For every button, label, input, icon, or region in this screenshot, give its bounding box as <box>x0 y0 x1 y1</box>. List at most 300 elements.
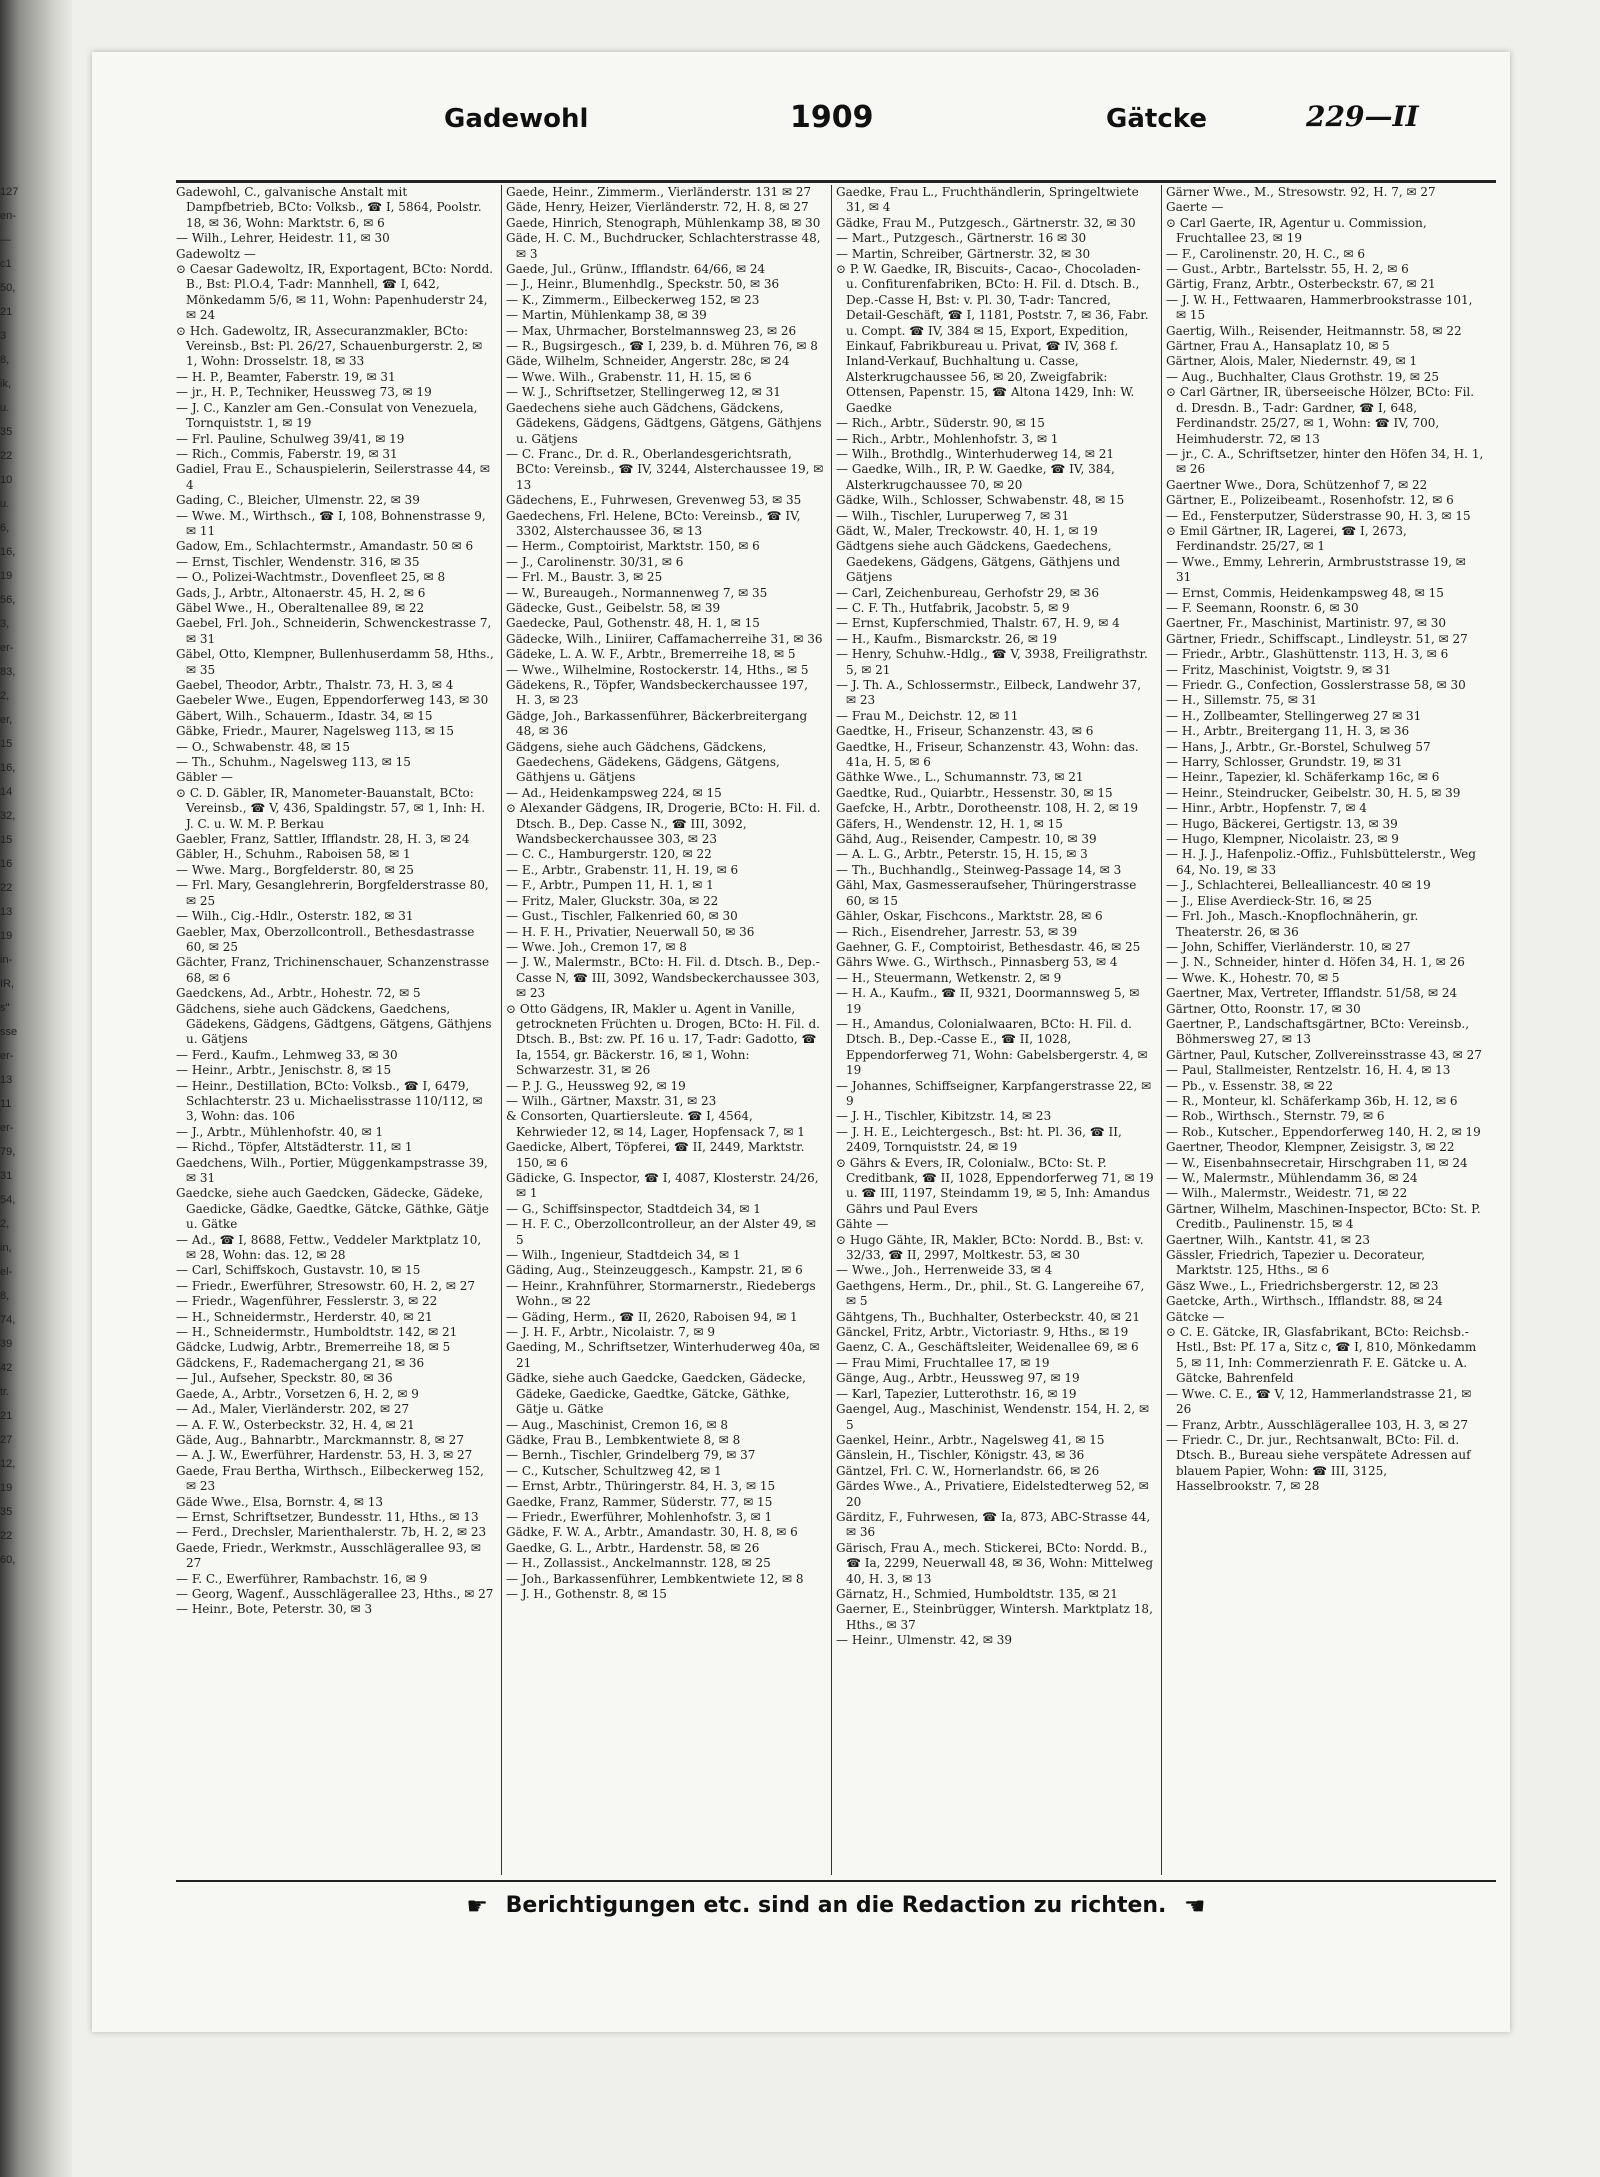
directory-entry: Gaetcke, Arth., Wirthsch., Ifflandstr. 88, ✉ 24 <box>1166 1294 1443 1309</box>
directory-entry: Gaertner Wwe., Dora, Schützenhof 7, ✉ 22 <box>1166 477 1428 492</box>
directory-entry: Gädecke, Gust., Geibelstr. 58, ✉ 39 <box>506 600 721 615</box>
directory-entry: Gädecke, Wilh., Liniirer, Caffamacherreihe 31, ✉ 36 <box>506 631 823 646</box>
page-number: 229—II <box>1306 100 1419 133</box>
directory-entry: Gänslein, H., Tischler, Königstr. 43, ✉ 36 <box>836 1448 1085 1463</box>
directory-entry: — J. H., Tischler, Kibitzstr. 14, ✉ 23 <box>836 1109 1052 1124</box>
directory-entry: Gaede, Frau Bertha, Wirthsch., Eilbeckerweg 152, ✉ 23 <box>176 1463 484 1494</box>
directory-entry: — Rob., Kutscher., Eppendorferweg 140, H. 2, ✉ 19 <box>1166 1124 1481 1139</box>
directory-entry: Gädicke, G. Inspector, ☎ I, 4087, Klosterstr. 24/26, ✉ 1 <box>506 1171 819 1201</box>
directory-entry: — Hugo, Bäckerei, Gertigstr. 13, ✉ 39 <box>1166 816 1398 831</box>
directory-entry: — Martin, Schreiber, Gärtnerstr. 32, ✉ 30 <box>836 246 1091 261</box>
directory-entry: — Wwe., Wilhelmine, Rostockerstr. 14, Hths., ✉ 5 <box>506 662 809 677</box>
directory-entry: Gärtner, Paul, Kutscher, Zollvereinsstrasse 43, ✉ 27 <box>1166 1047 1482 1062</box>
directory-entry: — J. C., Kanzler am Gen.-Consulat von Venezuela, Tornquiststr. 1, ✉ 19 <box>176 400 478 431</box>
directory-entry: — Ad., Heidenkampsweg 224, ✉ 15 <box>506 785 722 800</box>
directory-entry: Gädckens, F., Rademachergang 21, ✉ 36 <box>176 1355 425 1370</box>
directory-entry: — Gaedke, Wilh., IR, P. W. Gaedke, ☎ IV, 384, Alsterkrugchaussee 70, ✉ 20 <box>836 462 1115 492</box>
directory-entry: Gäde, Wilhelm, Schneider, Angerstr. 28c, ✉ 24 <box>506 354 790 369</box>
edge-fragment: 56, <box>0 594 16 606</box>
directory-entry: Gaertner, Wilh., Kantstr. 41, ✉ 23 <box>1166 1232 1370 1247</box>
edge-fragment: 16 <box>0 858 13 870</box>
edge-fragment: ik, <box>0 378 11 390</box>
directory-entry: ⊙ Alexander Gädgens, IR, Drogerie, BCto: H. Fil. d. Dtsch. B., Dep. Casse N., ☎ III, 3092, Wandsbeckerchaussee 303, ✉ 23 <box>506 801 821 847</box>
directory-entry: — Heinr., Steindrucker, Geibelstr. 30, H. 5, ✉ 39 <box>1166 785 1461 800</box>
directory-entry: — Wilh., Lehrer, Heidestr. 11, ✉ 30 <box>176 231 390 246</box>
directory-entry: — Frl. Joh., Masch.-Knopflochnäherin, gr. Theaterstr. 26, ✉ 36 <box>1166 909 1419 939</box>
directory-entry: Gaertner, Fr., Maschinist, Martinistr. 97, ✉ 30 <box>1166 616 1446 631</box>
year: 1909 <box>790 100 874 135</box>
directory-entry: — Wilh., Tischler, Luruperweg 7, ✉ 31 <box>836 508 1070 523</box>
directory-entry: — Mart., Putzgesch., Gärtnerstr. 16 ✉ 30 <box>836 231 1087 246</box>
directory-entry: — Rob., Wirthsch., Sternstr. 79, ✉ 6 <box>1166 1109 1385 1124</box>
directory-entry: Gäde, H. C. M., Buchdrucker, Schlachterstrasse 48, ✉ 3 <box>506 231 821 261</box>
edge-fragment: 16, <box>0 546 16 558</box>
directory-entry: Gätcke — <box>1166 1309 1225 1324</box>
directory-entry: Gärtig, Franz, Arbtr., Osterbeckstr. 67, ✉ 21 <box>1166 277 1436 292</box>
directory-entry: — O., Polizei-Wachtmstr., Dovenfleet 25, ✉ 8 <box>176 570 446 585</box>
edge-fragment: 79, <box>0 1146 16 1158</box>
directory-entry: Gänckel, Fritz, Arbtr., Victoriastr. 9, Hths., ✉ 19 <box>836 1325 1129 1340</box>
directory-entry: ⊙ C. E. Gätcke, IR, Glasfabrikant, BCto: Reichsb.-Hstl., Bst: Pf. 17 a, Sitz c, ☎ I, 810, Mönkedamm 5, ✉ 11, Inh: Commerzienrath F. E. Gätcke u. A. Gätcke, Bahrenfeld <box>1166 1325 1477 1386</box>
directory-entry: — W., Malermstr., Mühlendamm 36, ✉ 24 <box>1166 1171 1418 1185</box>
directory-entry: Gädcke, Ludwig, Arbtr., Bremerreihe 18, ✉ 5 <box>176 1340 451 1355</box>
column-2 <box>506 185 824 1875</box>
directory-entry: — J. W. H., Fettwaaren, Hammerbrookstrasse 101, ✉ 15 <box>1166 292 1473 323</box>
edge-fragment: in- <box>0 954 13 966</box>
edge-fragment: en- <box>0 210 16 222</box>
directory-entry: Gaebler, Franz, Sattler, Ifflandstr. 28, H. 3, ✉ 24 <box>176 832 470 847</box>
directory-entry: Gaertner, P., Landschaftsgärtner, BCto: Vereinsb., Böhmersweg 27, ✉ 13 <box>1166 1016 1470 1047</box>
directory-entry: — Heinr., Krahnführer, Stormarnerstr., Riedebergs Wohn., ✉ 22 <box>506 1278 816 1309</box>
directory-entry: — Wwe. M., Wirthsch., ☎ I, 108, Bohnenstrasse 9, ✉ 11 <box>176 508 486 538</box>
directory-entry: Gäsz Wwe., L., Friedrichsbergerstr. 12, ✉ 23 <box>1166 1278 1439 1293</box>
directory-entry: — H. J. J., Hafenpoliz.-Offiz., Fuhlsbüttelerstr., Weg 64, No. 19, ✉ 33 <box>1166 847 1476 877</box>
directory-entry: — Ad., Maler, Vierländerstr. 202, ✉ 27 <box>176 1402 410 1417</box>
directory-entry: Gaedke, G. L., Arbtr., Hardenstr. 58, ✉ 26 <box>506 1540 760 1555</box>
directory-entry: — Gäding, Herm., ☎ II, 2620, Raboisen 94, ✉ 1 <box>506 1309 798 1324</box>
directory-entry: Gaede, Heinr., Zimmerm., Vierländerstr. 131 ✉ 27 <box>506 185 812 199</box>
directory-entry: Gaethgens, Herm., Dr., phil., St. G. Langereihe 67, ✉ 5 <box>836 1278 1145 1309</box>
directory-entry: — H., Amandus, Colonialwaaren, BCto: H. Fil. d. Dtsch. B., Dep.-Casse E., ☎ II, 1028, Eppendorferweg 71, Wohn: Gabelsbergerstr. 4, ✉ 19 <box>836 1016 1148 1078</box>
edge-fragment: 19 <box>0 570 13 582</box>
directory-entry: — Ernst, Tischler, Wendenstr. 316, ✉ 35 <box>176 554 420 569</box>
edge-fragment: 19 <box>0 930 13 942</box>
directory-entry: — Wwe., Emmy, Lehrerin, Armbruststrasse 19, ✉ 31 <box>1166 554 1466 585</box>
directory-entry: — Wwe. Wilh., Grabenstr. 11, H. 15, ✉ 6 <box>506 369 752 384</box>
directory-entry: — J. Th. A., Schlossermstr., Eilbeck, Landwehr 37, ✉ 23 <box>836 678 1142 708</box>
page-header <box>372 92 1502 148</box>
directory-entry: — Fritz, Maler, Gluckstr. 30a, ✉ 22 <box>506 893 719 908</box>
directory-entry: Gädeke, L. A. W. F., Arbtr., Bremerreihe 18, ✉ 5 <box>506 647 796 662</box>
directory-entry: — J., Heinr., Blumenhdlg., Speckstr. 50, ✉ 36 <box>506 277 780 292</box>
directory-entry: — Karl, Tapezier, Lutterothstr. 16, ✉ 19 <box>836 1386 1077 1401</box>
edge-fragment: el- <box>0 1266 13 1278</box>
directory-entry: — Ernst, Schriftsetzer, Bundesstr. 11, Hths., ✉ 13 <box>176 1509 479 1524</box>
edge-fragment: 39 <box>0 1338 13 1350</box>
directory-entry: — Wwe. Marg., Borgfelderstr. 80, ✉ 25 <box>176 862 414 877</box>
directory-entry: — Jul., Aufseher, Speckstr. 80, ✉ 36 <box>176 1371 393 1386</box>
directory-entry: — Pb., v. Essenstr. 38, ✉ 22 <box>1166 1078 1333 1093</box>
directory-entry: — Friedr., Ewerführer, Mohlenhofstr. 3, ✉ 1 <box>506 1509 773 1524</box>
column-divider <box>831 185 832 1875</box>
directory-entry: — J., Arbtr., Mühlenhofstr. 40, ✉ 1 <box>176 1124 384 1139</box>
edge-fragment: 13 <box>0 1074 13 1086</box>
directory-entry: — Ernst, Arbtr., Thüringerstr. 84, H. 3, ✉ 15 <box>506 1479 776 1494</box>
directory-entry: — R., Monteur, kl. Schäferkamp 36b, H. 12, ✉ 6 <box>1166 1093 1458 1108</box>
column-divider <box>501 185 502 1875</box>
directory-entry: — Frau Mimi, Fruchtallee 17, ✉ 19 <box>836 1355 1050 1370</box>
edge-fragment: 50, <box>0 282 16 294</box>
directory-entry: Gaehner, G. F., Comptoirist, Bethesdastr. 46, ✉ 25 <box>836 939 1141 954</box>
directory-columns <box>176 185 1496 1875</box>
directory-entry: ⊙ Emil Gärtner, IR, Lagerei, ☎ I, 2673, Ferdinandstr. 25/27, ✉ 1 <box>1166 523 1407 554</box>
column-3 <box>836 185 1154 1875</box>
directory-entry: — Heinr., Destillation, BCto: Volksb., ☎ I, 6479, Schlachterstr. 23 u. Michaelisstrasse 110/112, ✉ 3, Wohn: das. 106 <box>176 1078 483 1124</box>
directory-entry: — H., Steuermann, Wetkenstr. 2, ✉ 9 <box>836 970 1062 985</box>
directory-entry: — H., Zollbeamter, Stellingerweg 27 ✉ 31 <box>1166 708 1422 723</box>
directory-entry: — Wilh., Brothdlg., Winterhuderweg 14, ✉ 21 <box>836 446 1114 461</box>
edge-fragment: 3 <box>0 330 7 342</box>
directory-entry: Gäde Wwe., Elsa, Bornstr. 4, ✉ 13 <box>176 1494 383 1509</box>
directory-entry: Gaede, Friedr., Werkmstr., Ausschlägerallee 93, ✉ 27 <box>176 1540 481 1571</box>
directory-entry: Gaedtke, H., Friseur, Schanzenstr. 43, Wohn: das. 41a, H. 5, ✉ 6 <box>836 739 1139 770</box>
directory-entry: — Wilh., Cig.-Hdlr., Osterstr. 182, ✉ 31 <box>176 909 414 924</box>
directory-entry: — R., Bugsirgesch., ☎ I, 239, b. d. Mühren 76, ✉ 8 <box>506 339 818 354</box>
directory-entry: — Th., Schuhm., Nagelsweg 113, ✉ 15 <box>176 755 411 770</box>
directory-entry: — Frl. M., Baustr. 3, ✉ 25 <box>506 570 663 585</box>
edge-fragment: 2, <box>0 690 10 702</box>
directory-entry: Gadewohl, C., galvanische Anstalt mit Dampfbetrieb, BCto: Volksb., ☎ I, 5864, Poolstr. 18, ✉ 36, Wohn: Marktstr. 6, ✉ 6 <box>176 185 482 230</box>
footer-notice-text: Berichtigungen etc. sind an die Redaction zu richten. <box>505 1893 1167 1918</box>
directory-entry: Gäfers, H., Wendenstr. 12, H. 1, ✉ 15 <box>836 816 1063 831</box>
pointing-hand-icon: ☛ <box>466 1892 488 1920</box>
directory-entry: ⊙ Gährs & Evers, IR, Colonialw., BCto: St. P. Creditbank, ☎ II, 1028, Eppendorferweg 71, ✉ 19 u. ☎ III, 1197, Steindamm 19, ✉ 5, Inh: Amandus Gährs und Paul Evers <box>836 1155 1154 1216</box>
directory-entry: — Friedr. C., Dr. jur., Rechtsanwalt, BCto: Fil. d. Dtsch. B., Bureau siehe verspätete Adressen auf blauem Papier, Wohn: ☎ III, 3125, Hasselbrookstr. 7, ✉ 28 <box>1166 1432 1471 1494</box>
directory-entry: — Ferd., Kaufm., Lehmweg 33, ✉ 30 <box>176 1047 398 1062</box>
directory-entry: — O., Schwabenstr. 48, ✉ 15 <box>176 739 351 754</box>
directory-entry: — Ed., Fensterputzer, Süderstrasse 90, H. 3, ✉ 15 <box>1166 508 1471 523</box>
edge-fragment: er- <box>0 642 14 654</box>
directory-entry: — A. J. W., Ewerführer, Hardenstr. 53, H. 3, ✉ 27 <box>176 1448 473 1463</box>
directory-entry: Gäbler, H., Schuhm., Raboisen 58, ✉ 1 <box>176 847 411 862</box>
directory-entry: ⊙ Carl Gärtner, IR, überseeische Hölzer, BCto: Fil. d. Dresdn. B., T-adr: Gardner, ☎ I, 648, Ferdinandstr. 25/27, ✉ 1, Wohn: ☎ IV, 700, Heimhuderstr. 72, ✉ 13 <box>1166 385 1475 446</box>
directory-entry: Gähtgens, Th., Buchhalter, Osterbeckstr. 40, ✉ 21 <box>836 1309 1140 1324</box>
directory-entry: ⊙ Caesar Gadewoltz, IR, Exportagent, BCto: Nordd. B., Bst: Pl.O.4, T-adr: Mannhell, ☎ I, 642, Mönkedamm 5/6, ✉ 11, Wohn: Papenhuderstr 24, ✉ 24 <box>176 262 494 323</box>
directory-entry: — Rich., Eisendreher, Jarrestr. 53, ✉ 39 <box>836 924 1078 939</box>
edge-fragment: 35 <box>0 1506 13 1518</box>
edge-fragment: 42 <box>0 1362 13 1374</box>
directory-entry: — Ernst, Commis, Heidenkampsweg 48, ✉ 15 <box>1166 585 1444 600</box>
directory-entry: ⊙ Hugo Gähte, IR, Makler, BCto: Nordd. B., Bst: v. 32/33, ☎ II, 2997, Moltkestr. 53, ✉ 30 <box>836 1232 1144 1263</box>
directory-entry: — Rich., Arbtr., Mohlenhofstr. 3, ✉ 1 <box>836 431 1059 446</box>
edge-fragment: 2, <box>0 1218 10 1230</box>
directory-entry: Gähte — <box>836 1217 889 1232</box>
directory-entry: Gaedckens, Ad., Arbtr., Hohestr. 72, ✉ 5 <box>176 986 421 1001</box>
directory-entry: — J. H., Gothenstr. 8, ✉ 15 <box>506 1586 667 1601</box>
directory-entry: Gärner Wwe., M., Stresowstr. 92, H. 7, ✉ 27 <box>1166 185 1436 199</box>
directory-entry: — Hugo, Klempner, Nicolaistr. 23, ✉ 9 <box>1166 832 1399 847</box>
edge-fragment: 83, <box>0 666 16 678</box>
column-1 <box>176 185 494 1875</box>
directory-entry: — Fritz, Maschinist, Voigtstr. 9, ✉ 31 <box>1166 662 1392 677</box>
directory-entry: Gading, C., Bleicher, Ulmenstr. 22, ✉ 39 <box>176 493 420 508</box>
directory-entry: — Hinr., Arbtr., Hopfenstr. 7, ✉ 4 <box>1166 801 1367 816</box>
directory-entry: — Carl, Zeichenbureau, Gerhofstr 29, ✉ 36 <box>836 585 1100 600</box>
edge-fragment: 54, <box>0 1194 16 1206</box>
directory-entry: — Wilh., Gärtner, Maxstr. 31, ✉ 23 <box>506 1093 717 1108</box>
directory-entry: Gaertig, Wilh., Reisender, Heitmannstr. 58, ✉ 22 <box>1166 323 1462 338</box>
directory-entry: Gädke, Frau M., Putzgesch., Gärtnerstr. 32, ✉ 30 <box>836 215 1136 230</box>
directory-entry: Gäthke Wwe., L., Schumannstr. 73, ✉ 21 <box>836 770 1084 785</box>
directory-entry: Gadow, Em., Schlachtermstr., Amandastr. 50 ✉ 6 <box>176 539 474 554</box>
directory-entry: Gärtner, Friedr., Schiffscapt., Lindleystr. 51, ✉ 27 <box>1166 631 1468 646</box>
directory-entry: Gäbert, Wilh., Schauerm., Idastr. 34, ✉ 15 <box>176 708 433 723</box>
edge-fragment: 127 <box>0 186 19 198</box>
edge-fragment: 35 <box>0 426 13 438</box>
directory-entry: — J., Carolinenstr. 30/31, ✉ 6 <box>506 554 684 569</box>
directory-entry: — H., Schneidermstr., Herderstr. 40, ✉ 21 <box>176 1309 433 1324</box>
directory-entry: — Carl, Schiffskoch, Gustavstr. 10, ✉ 15 <box>176 1263 421 1278</box>
directory-entry: Gärtner, Wilhelm, Maschinen-Inspector, BCto: St. P. Creditb., Paulinenstr. 15, ✉ 4 <box>1166 1201 1481 1232</box>
directory-entry: — W. J., Schriftsetzer, Stellingerweg 12, ✉ 31 <box>506 385 781 400</box>
edge-fragment: 8, <box>0 354 10 366</box>
directory-entry: — J., Elise Averdieck-Str. 16, ✉ 25 <box>1166 893 1373 908</box>
directory-entry: Gaefcke, H., Arbtr., Dorotheenstr. 108, H. 2, ✉ 19 <box>836 801 1139 816</box>
directory-entry: Gärisch, Frau A., mech. Stickerei, BCto: Nordd. B., ☎ Ia, 2299, Neuerwall 48, ✉ 36, Wohn: Mittelweg 40, H. 3, ✉ 13 <box>836 1540 1154 1586</box>
directory-entry: Gadiel, Frau E., Schauspielerin, Seilerstrasse 44, ✉ 4 <box>176 462 490 492</box>
directory-entry: — Heinr., Tapezier, kl. Schäferkamp 16c, ✉ 6 <box>1166 770 1440 785</box>
directory-entry: Gärdes Wwe., A., Privatiere, Eidelstedterweg 52, ✉ 20 <box>836 1479 1149 1509</box>
directory-entry: Gädchens, siehe auch Gädckens, Gaedchens, Gädekens, Gädgens, Gädtgens, Gätgens, Gäthjens u. Gätjens <box>176 1001 492 1047</box>
directory-entry: — Friedr., Ewerführer, Stresowstr. 60, H. 2, ✉ 27 <box>176 1278 475 1293</box>
directory-entry: — Ad., ☎ I, 8688, Fettw., Veddeler Marktplatz 10, ✉ 28, Wohn: das. 12, ✉ 28 <box>176 1232 482 1263</box>
directory-entry: — A. L. G., Arbtr., Peterstr. 15, H. 15, ✉ 3 <box>836 847 1088 862</box>
directory-entry: — Bernh., Tischler, Grindelberg 79, ✉ 37 <box>506 1448 756 1463</box>
directory-entry: Gaeding, M., Schriftsetzer, Winterhuderweg 40a, ✉ 21 <box>506 1340 820 1370</box>
directory-entry: Gädtgens siehe auch Gädckens, Gaedechens, Gaedekens, Gädgens, Gätgens, Gäthjens und Gätjens <box>836 539 1121 585</box>
directory-entry: Gärditz, F., Fuhrwesen, ☎ Ia, 873, ABC-Strasse 44, ✉ 36 <box>836 1509 1151 1540</box>
edge-fragment: 15 <box>0 834 13 846</box>
directory-entry: Gährs Wwe. G., Wirthsch., Pinnasberg 53, ✉ 4 <box>836 955 1118 970</box>
directory-entry: — Rich., Commis, Faberstr. 19, ✉ 31 <box>176 446 398 461</box>
edge-fragment: 6, <box>0 522 10 534</box>
directory-entry: Gädt, W., Maler, Treckowstr. 40, H. 1, ✉ 19 <box>836 523 1098 538</box>
edge-fragment: 13 <box>0 906 13 918</box>
directory-entry: Gäbke, Friedr., Maurer, Nagelsweg 113, ✉ 15 <box>176 724 454 739</box>
directory-entry: Gaede, A., Arbtr., Vorsetzen 6, H. 2, ✉ 9 <box>176 1386 419 1401</box>
directory-entry: — E., Arbtr., Grabenstr. 11, H. 19, ✉ 6 <box>506 862 739 877</box>
directory-entry: — C. Franc., Dr. d. R., Oberlandesgerichtsrath, BCto: Vereinsb., ☎ IV, 3244, Alsterchaussee 19, ✉ 13 <box>506 446 824 492</box>
edge-fragment: 21 <box>0 1410 13 1422</box>
footer-rule <box>176 1880 1496 1882</box>
directory-entry: — Henry, Schuhw.-Hdlg., ☎ V, 3938, Freiligrathstr. 5, ✉ 21 <box>836 647 1148 677</box>
directory-entry: Gaertner, Max, Vertreter, Ifflandstr. 51/58, ✉ 24 <box>1166 986 1458 1001</box>
directory-entry: — jr., H. P., Techniker, Heussweg 73, ✉ 19 <box>176 385 432 400</box>
directory-entry: — Harry, Schlosser, Grundstr. 19, ✉ 31 <box>1166 755 1403 770</box>
directory-entry: — F. Seemann, Roonstr. 6, ✉ 30 <box>1166 600 1359 615</box>
directory-entry: Gäntzel, Frl. C. W., Hornerlandstr. 66, ✉ 26 <box>836 1463 1100 1478</box>
directory-entry: — H., Schneidermstr., Humboldtstr. 142, ✉ 21 <box>176 1325 458 1340</box>
pointing-hand-icon: ☛ <box>1184 1892 1206 1920</box>
directory-entry: — J. H. F., Arbtr., Nicolaistr. 7, ✉ 9 <box>506 1325 715 1340</box>
edge-fragment: in, <box>0 1242 12 1254</box>
edge-fragment: 22 <box>0 882 13 894</box>
directory-entry: — H. P., Beamter, Faberstr. 19, ✉ 31 <box>176 369 396 384</box>
directory-entry: — F., Carolinenstr. 20, H. C., ✉ 6 <box>1166 246 1365 261</box>
directory-entry: Gaedchens, Wilh., Portier, Müggenkampstrasse 39, ✉ 31 <box>176 1155 488 1185</box>
directory-entry: — Max, Uhrmacher, Borstelmannsweg 23, ✉ 26 <box>506 323 797 338</box>
directory-entry: — Friedr., Wagenführer, Fesslerstr. 3, ✉ 22 <box>176 1294 438 1309</box>
directory-entry: — Wwe. K., Hohestr. 70, ✉ 5 <box>1166 970 1340 985</box>
directory-entry: Gäbel, Otto, Klempner, Bullenhuserdamm 58, Hths., ✉ 35 <box>176 647 494 677</box>
directory-entry: — C., Kutscher, Schultzweg 42, ✉ 1 <box>506 1463 722 1478</box>
directory-entry: — J. H. E., Leichtergesch., Bst: ht. Pl. 36, ☎ II, 2409, Tornquiststr. 24, ✉ 19 <box>836 1124 1122 1155</box>
directory-entry: Gads, J., Arbtr., Altonaerstr. 45, H. 2, ✉ 6 <box>176 585 426 600</box>
edge-fragment: 74, <box>0 1314 16 1326</box>
directory-entry: — Frl. Pauline, Schulweg 39/41, ✉ 19 <box>176 431 405 446</box>
directory-entry: Gaedicke, Albert, Töpferei, ☎ II, 2449, Marktstr. 150, ✉ 6 <box>506 1140 805 1170</box>
directory-entry: Gaebel, Theodor, Arbtr., Thalstr. 73, H. 3, ✉ 4 <box>176 678 454 692</box>
directory-entry: ⊙ Carl Gaerte, IR, Agentur u. Commission, Fruchtallee 23, ✉ 19 <box>1166 215 1427 246</box>
directory-entry: Gaebeler Wwe., Eugen, Eppendorferweg 143, ✉ 30 <box>176 693 489 708</box>
directory-entry: — Martin, Mühlenkamp 38, ✉ 39 <box>506 308 707 323</box>
directory-entry: — H. F. C., Oberzollcontrolleur, an der Alster 49, ✉ 5 <box>506 1217 816 1247</box>
directory-entry: — Hans, J., Arbtr., Gr.-Borstel, Schulweg 57 <box>1166 739 1431 754</box>
directory-entry: Gäbel Wwe., H., Oberaltenallee 89, ✉ 22 <box>176 600 425 615</box>
edge-fragment: c1 <box>0 258 12 270</box>
directory-entry: ⊙ Hch. Gadewoltz, IR, Assecuranzmakler, BCto: Vereinsb., Bst: Pl. 26/27, Schauenburgerstr. 2, ✉ 1, Wohn: Drosselstr. 18, ✉ 33 <box>176 323 483 369</box>
directory-entry: — K., Zimmerm., Eilbeckerweg 152, ✉ 23 <box>506 292 760 307</box>
directory-entry: — H., Sillemstr. 75, ✉ 31 <box>1166 693 1318 708</box>
directory-entry: Gädke, F. W. A., Arbtr., Amandastr. 30, H. 8, ✉ 6 <box>506 1525 798 1540</box>
directory-entry: — Aug., Buchhalter, Claus Grothstr. 19, ✉ 25 <box>1166 369 1440 384</box>
directory-entry: — P. J. G., Heussweg 92, ✉ 19 <box>506 1078 686 1093</box>
directory-entry: Gädge, Joh., Barkassenführer, Bäckerbreitergang 48, ✉ 36 <box>506 708 808 739</box>
directory-entry: Gaenz, C. A., Geschäftsleiter, Weidenallee 69, ✉ 6 <box>836 1340 1139 1355</box>
directory-entry: — W., Eisenbahnsecretair, Hirschgraben 11, ✉ 24 <box>1166 1155 1468 1170</box>
directory-entry: — F. C., Ewerführer, Rambachstr. 16, ✉ 9 <box>176 1571 428 1586</box>
directory-entry: — Gust., Tischler, Falkenried 60, ✉ 30 <box>506 909 738 924</box>
directory-entry: — John, Schiffer, Vierländerstr. 10, ✉ 27 <box>1166 939 1411 954</box>
edge-fragment: 3, <box>0 618 10 630</box>
edge-fragment: 32, <box>0 810 16 822</box>
directory-entry: Gähd, Aug., Reisender, Campestr. 10, ✉ 39 <box>836 832 1097 847</box>
directory-entry: Gaedechens siehe auch Gädchens, Gädckens, Gädekens, Gädgens, Gädtgens, Gätgens, Gäthjens u. Gätjens <box>506 400 822 446</box>
directory-entry: Gärnatz, H., Schmied, Humboldtstr. 135, ✉ 21 <box>836 1586 1118 1601</box>
edge-fragment: 60, <box>0 1554 16 1566</box>
directory-entry: ⊙ P. W. Gaedke, IR, Biscuits-, Cacao-, Chocoladen- u. Confiturenfabriken, BCto: H. Fil. d. Dtsch. B., Dep.-Casse H, Bst: v. Pl. 30, T-adr: Tancred, Detail-Geschäft, ☎ I, 1181, Poststr. 7, ✉ 36, Fabr. u. Compt. ☎ IV, 384 ✉ 15, Export, Expedition, Einkauf, Fabrikbureau u. Privat, ☎ IV, 368 f. Inland-Verkauf, Buchhaltung u. Casse, Alsterkrugchaussee 56, ✉ 20, Zweigfabrik: Ottensen, Papenstr. 15, ☎ Altona 1429, Inh: W. Gaedke <box>836 262 1149 415</box>
edge-fragment: s" <box>0 1002 10 1014</box>
directory-entry: Gaebler, Max, Oberzollcontroll., Bethesdastrasse 60, ✉ 25 <box>176 924 475 954</box>
edge-fragment: 31 <box>0 1170 13 1182</box>
running-head-first-name: Gadewohl <box>444 104 589 134</box>
directory-entry: — Heinr., Ulmenstr. 42, ✉ 39 <box>836 1633 1013 1648</box>
directory-entry: & Consorten, Quartiersleute. ☎ I, 4564, Kehrwieder 12, ✉ 14, Lager, Hopfensack 7, ✉ 1 <box>506 1109 805 1139</box>
directory-entry: — Johannes, Schiffseigner, Karpfangerstrasse 22, ✉ 9 <box>836 1078 1152 1108</box>
directory-entry: Gaedke, Frau L., Fruchthändlerin, Springeltwiete 31, ✉ 4 <box>836 185 1139 215</box>
edge-fragment: — <box>0 234 11 246</box>
directory-entry: — H., Kaufm., Bismarckstr. 26, ✉ 19 <box>836 631 1057 646</box>
directory-entry: Gaedecke, Paul, Gothenstr. 48, H. 1, ✉ 15 <box>506 616 760 631</box>
directory-entry: — Rich., Arbtr., Süderstr. 90, ✉ 15 <box>836 416 1045 431</box>
directory-entry: — Ernst, Kupferschmied, Thalstr. 67, H. 9, ✉ 4 <box>836 616 1120 631</box>
directory-entry: Gähl, Max, Gasmesseraufseher, Thüringerstrasse 60, ✉ 15 <box>836 878 1137 908</box>
directory-entry: Gaedtke, H., Friseur, Schanzenstr. 43, ✉ 6 <box>836 724 1094 739</box>
directory-entry: — Joh., Barkassenführer, Lembkentwiete 12, ✉ 8 <box>506 1571 804 1586</box>
directory-entry: — Georg, Wagenf., Ausschlägerallee 23, Hths., ✉ 27 <box>176 1586 494 1601</box>
edge-fragment: 15 <box>0 738 13 750</box>
edge-fragment: 10 <box>0 474 13 486</box>
directory-entry: Gädechens, E., Fuhrwesen, Grevenweg 53, ✉ 35 <box>506 493 802 508</box>
directory-entry: Gaebel, Frl. Joh., Schneiderin, Schwenckestrasse 7, ✉ 31 <box>176 616 492 646</box>
directory-entry: Gaedcke, siehe auch Gaedcken, Gädecke, Gädeke, Gaedicke, Gädke, Gaedtke, Gätcke, Gäthke, Gätje u. Gätke <box>176 1186 489 1232</box>
directory-entry: — Friedr., Arbtr., Glashüttenstr. 113, H. 3, ✉ 6 <box>1166 647 1449 662</box>
directory-entry: Gaerner, E., Steinbrügger, Wintersh. Marktplatz 18, Hths., ✉ 37 <box>836 1602 1153 1632</box>
edge-fragment: 12, <box>0 1458 16 1470</box>
directory-entry: Gaengel, Aug., Maschinist, Wendenstr. 154, H. 2, ✉ 5 <box>836 1402 1150 1432</box>
directory-entry: — Herm., Comptoirist, Marktstr. 150, ✉ 6 <box>506 539 760 554</box>
directory-entry: — Wwe., Joh., Herrenweide 33, ✉ 4 <box>836 1263 1053 1278</box>
edge-fragment: 21 <box>0 306 13 318</box>
edge-fragment: u. <box>0 402 10 414</box>
edge-fragment: 14 <box>0 786 13 798</box>
directory-entry: — Wwe. Joh., Cremon 17, ✉ 8 <box>506 939 687 954</box>
directory-entry: — Aug., Maschinist, Cremon 16, ✉ 8 <box>506 1417 728 1432</box>
directory-entry: Gaerte — <box>1166 200 1224 215</box>
directory-entry: — C. C., Hamburgerstr. 120, ✉ 22 <box>506 847 712 862</box>
directory-entry: — C. F. Th., Hutfabrik, Jacobstr. 5, ✉ 9 <box>836 600 1070 615</box>
edge-fragment: er- <box>0 1050 14 1062</box>
edge-fragment: 19 <box>0 1482 13 1494</box>
directory-entry: — Gust., Arbtr., Bartelsstr. 55, H. 2, ✉ 6 <box>1166 262 1409 277</box>
directory-entry: — Th., Buchhandlg., Steinweg-Passage 14, ✉ 3 <box>836 862 1122 877</box>
directory-entry: — F., Arbtr., Pumpen 11, H. 1, ✉ 1 <box>506 878 714 893</box>
directory-entry: — Frau M., Deichstr. 12, ✉ 11 <box>836 708 1019 723</box>
directory-entry: — Heinr., Arbtr., Jenischstr. 8, ✉ 15 <box>176 1063 392 1078</box>
directory-entry: Gässler, Friedrich, Tapezier u. Decorateur, Marktstr. 125, Hths., ✉ 6 <box>1166 1248 1426 1278</box>
edge-fragment: er- <box>0 1122 14 1134</box>
directory-entry: — H. F. H., Privatier, Neuerwall 50, ✉ 36 <box>506 924 755 939</box>
directory-entry: Gänge, Aug., Arbtr., Heussweg 97, ✉ 19 <box>836 1371 1080 1386</box>
header-rule <box>176 180 1496 183</box>
directory-entry: Gädgens, siehe auch Gädchens, Gädckens, Gaedechens, Gädekens, Gädgens, Gätgens, Gäthjens u. Gätjens <box>506 739 780 785</box>
edge-fragment: u. <box>0 498 10 510</box>
edge-fragment: er, <box>0 714 13 726</box>
directory-entry: — J., Schlachterei, Bellealliancestr. 40 ✉ 19 <box>1166 878 1431 893</box>
directory-entry: Gärtner, Alois, Maler, Niedernstr. 49, ✉ 1 <box>1166 354 1418 369</box>
edge-fragment: 22 <box>0 1530 13 1542</box>
directory-entry: ⊙ Otto Gädgens, IR, Makler u. Agent in Vanille, getrockneten Früchten u. Drogen, BCto: H. Fil. d. Dtsch. B., Bst: zw. Pf. 16 u. 17, T-adr: Gadotto, ☎ Ia, 1554, gr. Bäckerstr. 16, ✉ 1, Wohn: Schwarzestr. 31, ✉ 26 <box>506 1001 820 1078</box>
column-4 <box>1166 185 1484 1875</box>
directory-entry: Gäde, Henry, Heizer, Vierländerstr. 72, H. 8, ✉ 27 <box>506 200 809 215</box>
directory-entry: Gaenkel, Heinr., Arbtr., Nagelsweg 41, ✉ 15 <box>836 1432 1105 1447</box>
directory-entry: Gädekens, R., Töpfer, Wandsbeckerchaussee 197, H. 3, ✉ 23 <box>506 678 808 708</box>
directory-entry: — Ferd., Drechsler, Marienthalerstr. 7b, H. 2, ✉ 23 <box>176 1525 487 1540</box>
directory-entry: — H., Zollassist., Anckelmannstr. 128, ✉ 25 <box>506 1556 771 1571</box>
directory-entry: Gähler, Oskar, Fischcons., Marktstr. 28, ✉ 6 <box>836 909 1103 924</box>
edge-fragment: 22 <box>0 450 13 462</box>
edge-fragment: 11 <box>0 1098 12 1110</box>
facing-page-edge-text <box>0 180 19 1620</box>
directory-entry: — Friedr. G., Confection, Gosslerstrasse 58, ✉ 30 <box>1166 678 1466 692</box>
directory-entry: Gäding, Aug., Steinzeuggesch., Kampstr. 21, ✉ 6 <box>506 1263 803 1278</box>
directory-entry: — H., Arbtr., Breitergang 11, H. 3, ✉ 36 <box>1166 724 1410 739</box>
directory-entry: — Wilh., Ingenieur, Stadtdeich 34, ✉ 1 <box>506 1248 741 1263</box>
directory-entry: Gadewoltz — <box>176 246 256 261</box>
directory-entry: — G., Schiffsinspector, Stadtdeich 34, ✉ 1 <box>506 1201 761 1216</box>
edge-fragment: tr. <box>0 1386 10 1398</box>
directory-entry: — Franz, Arbtr., Ausschlägerallee 103, H. 3, ✉ 27 <box>1166 1417 1469 1432</box>
